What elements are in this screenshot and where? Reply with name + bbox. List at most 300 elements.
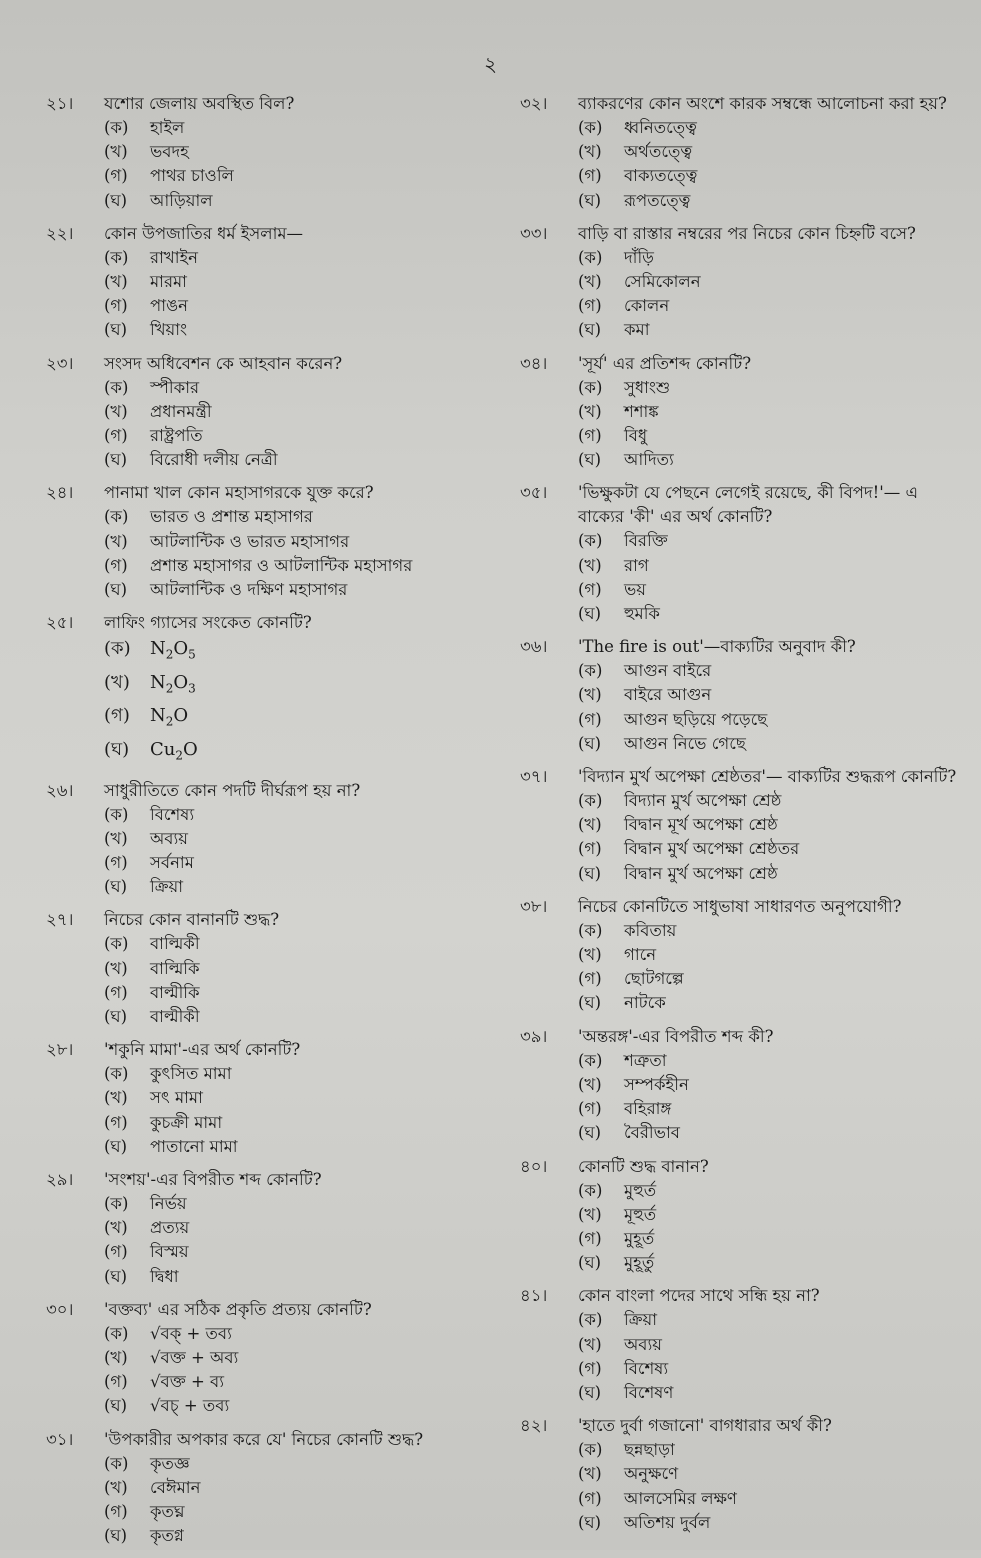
option-label: (খ) — [104, 401, 128, 421]
question-text: 'সূর্য' এর প্রতিশব্দ কোনটি? — [578, 353, 752, 373]
option-item — [578, 400, 960, 424]
options-list — [578, 246, 960, 343]
option-item — [104, 1476, 476, 1500]
question-number: ২৭। — [46, 910, 74, 930]
question-text: লাফিং গ্যাসের সংকেত কোনটি? — [104, 613, 312, 633]
options-list — [578, 1308, 960, 1405]
question-line — [520, 1414, 960, 1438]
question-block — [46, 779, 476, 900]
option-label: (গ) — [578, 1228, 602, 1248]
option-text: নাটকে — [624, 993, 666, 1013]
option-item — [578, 789, 960, 813]
question-text: যশোর জেলায় অবস্থিত বিল? — [104, 94, 295, 113]
option-item — [104, 1086, 476, 1110]
option-text: সৎ মামা — [150, 1088, 203, 1108]
formula-element: N — [150, 638, 166, 660]
option-item — [104, 957, 476, 981]
option-label: (ঘ) — [578, 733, 602, 753]
option-label: (খ) — [578, 815, 602, 835]
question-line — [520, 481, 960, 529]
question-number: ৪২। — [520, 1416, 548, 1436]
options-list — [578, 1438, 960, 1535]
option-text: ক্রিয়া — [624, 1310, 658, 1330]
question-number: ২৪। — [46, 483, 74, 503]
question-text: 'The fire is out'—বাক্যটির অনুবাদ কী? — [578, 637, 856, 657]
option-label: (ক) — [578, 1050, 603, 1070]
option-item — [578, 1381, 960, 1405]
option-item — [104, 189, 476, 213]
option-label: (গ) — [104, 705, 130, 727]
option-text: কমা — [624, 320, 650, 340]
option-text: পাতানো মামা — [150, 1136, 238, 1156]
option-label: (খ) — [104, 1218, 128, 1238]
option-text: √বচ্ + তব্য — [150, 1396, 230, 1416]
option-label: (গ) — [578, 969, 602, 989]
option-text: বিদ্বান মুর্খ অপেক্ষা শ্রেষ্ঠ — [624, 863, 778, 883]
option-item — [578, 1251, 960, 1275]
question-text: পানামা খাল কোন মহাসাগরকে যুক্ত করে? — [104, 483, 374, 503]
option-label: (ক) — [104, 1194, 129, 1214]
options-list — [104, 803, 476, 900]
option-item — [578, 189, 960, 213]
question-text: বাড়ি বা রাস্তার নম্বরের পর নিচের কোন চিহ্নটি বসে? — [578, 223, 916, 243]
option-label: (গ) — [578, 296, 602, 316]
question-text: 'শকুনি মামা'-এর অর্থ কোনটি? — [104, 1040, 301, 1060]
option-text: অব্যয় — [150, 828, 188, 848]
option-label: (গ) — [104, 1372, 128, 1392]
option-text: বিধু — [624, 426, 648, 446]
option-text: বাল্মিকি — [150, 958, 200, 978]
option-label: (ঘ) — [578, 993, 602, 1013]
question-block — [46, 92, 476, 213]
option-label: (গ) — [578, 166, 602, 186]
question-block — [46, 481, 476, 602]
options-list — [578, 116, 960, 213]
option-label: (গ) — [104, 1242, 128, 1262]
question-line — [46, 92, 476, 116]
option-item — [104, 635, 476, 669]
option-item — [104, 1370, 476, 1394]
option-item — [578, 813, 960, 837]
question-line — [520, 92, 960, 116]
option-text: আগুন নিভে গেছে — [624, 733, 746, 753]
option-label: (ঘ) — [104, 877, 128, 897]
question-text: 'হাতে দুর্বা গজানো' বাগধারার অর্থ কী? — [578, 1416, 832, 1436]
question-number: ৩৩। — [520, 223, 548, 243]
option-text: নির্ভয় — [150, 1194, 187, 1214]
formula-subscript: 3 — [188, 681, 196, 696]
option-text: শত্রুতা — [624, 1050, 667, 1070]
option-item — [578, 1308, 960, 1332]
option-label: (খ) — [104, 142, 128, 162]
option-label: (ক) — [578, 1440, 603, 1460]
formula-element: O — [173, 671, 189, 693]
option-text: কবিতায় — [624, 920, 677, 940]
question-text: কোন বাংলা পদের সাথে সন্ধি হয় না? — [578, 1286, 820, 1306]
left-question-column — [46, 92, 476, 1558]
option-label: (ঘ) — [578, 1123, 602, 1143]
option-label: (খ) — [104, 671, 130, 693]
question-text: 'ভিক্ষুকটা যে পেছনে লেগেই রয়েছে, কী বিপদ!'— এ বাক্যের 'কী' এর অর্থ কোনটি? — [578, 483, 919, 527]
options-list — [578, 919, 960, 1016]
options-list — [104, 1322, 476, 1419]
formula-element: N — [150, 671, 166, 693]
options-list — [104, 246, 476, 343]
question-line — [46, 1428, 476, 1452]
option-text: বিদ্বান মূর্খ অপেক্ষা শ্রেষ্ঠ — [624, 815, 778, 835]
option-item — [578, 140, 960, 164]
option-label: (ঘ) — [104, 1136, 128, 1156]
option-label: (খ) — [578, 945, 602, 965]
option-text: আগুন বাইরে — [624, 661, 712, 681]
options-list — [104, 116, 476, 213]
question-text: 'উপকারীর অপকার করে যে' নিচের কোনটি শুদ্ধ? — [104, 1429, 424, 1449]
question-number: ৩৪। — [520, 353, 548, 373]
option-text: √বক্ + তব্য — [150, 1323, 232, 1343]
option-label: (গ) — [578, 1099, 602, 1119]
option-item — [578, 659, 960, 683]
option-label: (গ) — [104, 853, 128, 873]
question-block — [46, 1298, 476, 1419]
option-text: বহিরাঙ্গ — [624, 1099, 672, 1119]
option-item — [104, 246, 476, 270]
option-item — [104, 1005, 476, 1029]
option-item — [104, 424, 476, 448]
question-block — [46, 222, 476, 343]
option-item — [578, 1179, 960, 1203]
option-label: (খ) — [578, 555, 602, 575]
option-item — [104, 140, 476, 164]
option-text: বৈরীভাব — [624, 1123, 680, 1143]
option-label: (ক) — [578, 661, 603, 681]
question-number: ৪১। — [520, 1286, 548, 1306]
option-label: (ঘ) — [578, 320, 602, 340]
question-block — [520, 352, 960, 473]
option-item — [104, 1216, 476, 1240]
option-text: কুচক্রী মামা — [150, 1112, 223, 1132]
option-label: (ঘ) — [578, 1512, 602, 1532]
question-text: নিচের কোনটিতে সাধুভাষা সাধারণত অনুপযোগী? — [578, 896, 902, 916]
option-label: (গ) — [578, 1358, 602, 1378]
option-label: (ক) — [104, 934, 129, 954]
question-number: ২৩। — [46, 353, 74, 373]
option-text: ছন্নছাড়া — [624, 1440, 675, 1460]
option-item — [104, 1524, 476, 1548]
formula-element: O — [173, 638, 189, 660]
option-label: (ক) — [104, 377, 129, 397]
question-block — [46, 1038, 476, 1159]
option-text: খিয়াং — [150, 320, 188, 340]
question-text: 'সংশয়'-এর বিপরীত শব্দ কোনটি? — [104, 1170, 322, 1190]
option-label: (খ) — [578, 1074, 602, 1094]
option-item — [104, 1322, 476, 1346]
option-item — [104, 376, 476, 400]
option-item — [578, 1073, 960, 1097]
option-item — [578, 732, 960, 756]
option-item — [578, 991, 960, 1015]
option-label: (ঘ) — [578, 604, 602, 624]
option-text: ক্রিয়া — [150, 877, 184, 897]
option-label: (ক) — [578, 377, 603, 397]
option-text: মারমা — [150, 272, 187, 292]
option-item — [104, 827, 476, 851]
option-label: (ঘ) — [104, 739, 130, 761]
option-text: বিস্ময় — [150, 1242, 189, 1262]
option-text: দাঁড়ি — [624, 247, 654, 267]
option-text: অর্থতত্ত্বে — [624, 142, 693, 162]
option-label: (ঘ) — [578, 450, 602, 470]
option-label: (ঘ) — [104, 1266, 128, 1286]
option-item — [104, 1346, 476, 1370]
option-item — [578, 1227, 960, 1251]
option-item — [578, 1121, 960, 1145]
option-label: (ঘ) — [104, 1396, 128, 1416]
question-text: 'বক্তব্য' এর সঠিক প্রকৃতি প্রত্যয় কোনটি? — [104, 1299, 372, 1319]
option-text: সর্বনাম — [150, 853, 194, 873]
question-line — [46, 908, 476, 932]
formula-subscript: 2 — [165, 681, 174, 696]
option-text: পাঙন — [150, 296, 188, 316]
option-text: বাল্মীকী — [150, 1007, 200, 1027]
question-number: ৩৬। — [520, 637, 548, 657]
option-label: (ঘ) — [104, 190, 128, 210]
options-list — [578, 659, 960, 756]
option-item — [578, 424, 960, 448]
option-item — [104, 1111, 476, 1135]
option-text: বিরক্তি — [624, 531, 668, 551]
option-item — [104, 1394, 476, 1418]
option-text: আগুন ছড়িয়ে পড়েছে — [624, 709, 768, 729]
option-text: ভারত ও প্রশান্ত মহাসাগর — [150, 507, 313, 527]
option-text: ধ্বনিতত্ত্বে — [624, 118, 697, 137]
question-line — [520, 1284, 960, 1308]
options-list — [578, 1049, 960, 1146]
option-label: (গ) — [104, 426, 128, 446]
option-item — [104, 1240, 476, 1264]
option-label: (খ) — [578, 1464, 602, 1484]
question-line — [46, 222, 476, 246]
option-text: বাইরে আগুন — [624, 685, 712, 705]
option-text: কোলন — [624, 296, 670, 316]
question-line — [520, 765, 960, 789]
option-text: সেমিকোলন — [624, 272, 701, 292]
option-item — [104, 530, 476, 554]
option-label: (ঘ) — [104, 320, 128, 340]
option-label: (গ) — [578, 709, 602, 729]
option-label: (ক) — [104, 1064, 129, 1084]
option-label: (গ) — [578, 579, 602, 599]
option-item — [104, 702, 476, 736]
option-item — [104, 1452, 476, 1476]
option-item — [104, 1192, 476, 1216]
formula-subscript: 2 — [175, 748, 184, 763]
option-item — [578, 683, 960, 707]
question-number: ২২। — [46, 223, 74, 243]
option-item — [104, 578, 476, 602]
option-text: অব্যয় — [624, 1334, 662, 1354]
option-text: আদিত্য — [624, 450, 674, 470]
question-block — [520, 765, 960, 886]
option-text: সম্পর্কহীন — [624, 1074, 689, 1094]
question-number: ২৫। — [46, 613, 74, 633]
option-label: (ক) — [104, 247, 129, 267]
option-item — [578, 1049, 960, 1073]
option-text: আলসেমির লক্ষণ — [624, 1488, 737, 1508]
option-text: মুহুর্ত — [624, 1180, 657, 1200]
option-label: (খ) — [104, 1088, 128, 1108]
option-item — [578, 1357, 960, 1381]
question-text: কোন উপজাতির ধর্ম ইসলাম— — [104, 223, 304, 243]
option-item — [578, 1511, 960, 1535]
option-text: বাক্যতত্ত্বে — [624, 166, 698, 186]
option-label: (ঘ) — [578, 1382, 602, 1402]
question-number: ৩১। — [46, 1429, 74, 1449]
formula-subscript: 2 — [165, 647, 174, 662]
option-item — [578, 376, 960, 400]
question-block — [520, 895, 960, 1016]
option-text: অনুক্ষণে — [624, 1464, 679, 1484]
question-text: কোনটি শুদ্ধ বানান? — [578, 1156, 709, 1176]
option-text: √বক্ত + অব্য — [150, 1348, 239, 1368]
option-item — [578, 1462, 960, 1486]
question-block — [520, 481, 960, 626]
question-line — [46, 611, 476, 635]
option-item — [104, 1500, 476, 1524]
option-text: রাগ — [624, 555, 649, 575]
option-label: (ক) — [104, 1453, 129, 1473]
options-list — [104, 932, 476, 1029]
option-label: (খ) — [104, 958, 128, 978]
option-item — [578, 1438, 960, 1462]
option-text: কুৎসিত মামা — [150, 1064, 232, 1084]
right-question-column — [520, 92, 960, 1544]
option-label: (গ) — [104, 166, 128, 186]
option-item — [104, 400, 476, 424]
option-text: পাথর চাওলি — [150, 166, 234, 186]
question-line — [46, 1038, 476, 1062]
option-text — [150, 669, 476, 703]
option-text — [150, 736, 476, 770]
option-label: (খ) — [578, 142, 602, 162]
question-text: সাধুরীতিতে কোন পদটি দীর্ঘরূপ হয় না? — [104, 780, 361, 800]
formula-element: O — [183, 739, 198, 761]
option-text: স্পীকার — [150, 377, 200, 397]
option-item — [578, 448, 960, 472]
option-label: (গ) — [104, 1112, 128, 1132]
option-item — [578, 246, 960, 270]
option-text: গানে — [624, 945, 657, 965]
option-text: বাল্মীকি — [150, 982, 200, 1002]
option-text: কৃতগ্ন — [150, 1526, 184, 1546]
formula-subscript: 5 — [188, 647, 196, 662]
question-number: ৩২। — [520, 94, 548, 113]
option-item — [104, 669, 476, 703]
formula-element: O — [173, 705, 189, 727]
option-item — [578, 270, 960, 294]
option-text: রূপতত্ত্বে — [624, 190, 691, 210]
option-label: (ঘ) — [104, 1526, 128, 1546]
option-label: (ক) — [578, 791, 603, 811]
question-block — [46, 352, 476, 473]
option-item — [578, 1203, 960, 1227]
option-text: আটলান্টিক ও দক্ষিণ মহাসাগর — [150, 580, 348, 600]
option-text: শশাঙ্ক — [624, 401, 659, 421]
option-label: (ক) — [578, 1180, 603, 1200]
option-label: (খ) — [578, 401, 602, 421]
option-text: রাখাইন — [150, 247, 198, 267]
option-item — [104, 1135, 476, 1159]
option-label: (ক) — [578, 920, 603, 940]
options-list — [104, 505, 476, 602]
options-list — [104, 376, 476, 473]
option-label: (ক) — [104, 507, 129, 527]
option-item — [578, 708, 960, 732]
option-item — [104, 116, 476, 140]
question-block — [520, 1025, 960, 1146]
question-line — [520, 895, 960, 919]
option-label: (ঘ) — [578, 863, 602, 883]
option-text: ভবদহ — [150, 142, 189, 162]
option-item — [104, 1062, 476, 1086]
option-label: (খ) — [578, 1334, 602, 1354]
option-text — [150, 635, 476, 669]
options-list — [104, 1062, 476, 1159]
question-number: ৩৯। — [520, 1026, 548, 1046]
option-text: প্রশান্ত মহাসাগর ও আটলান্টিক মহাসাগর — [150, 555, 413, 575]
option-label: (গ) — [578, 426, 602, 446]
option-item — [578, 967, 960, 991]
option-item — [578, 1097, 960, 1121]
option-label: (খ) — [104, 272, 128, 292]
option-text: মুহূর্ত — [624, 1228, 655, 1248]
option-label: (ঘ) — [104, 450, 128, 470]
option-text: বিরোধী দলীয় নেত্রী — [150, 450, 278, 470]
question-block — [46, 908, 476, 1029]
option-label: (খ) — [578, 272, 602, 292]
question-line — [520, 352, 960, 376]
option-item — [578, 862, 960, 886]
question-number: ২১। — [46, 94, 74, 113]
option-text: প্রধানমন্ত্রী — [150, 401, 212, 421]
option-item — [578, 943, 960, 967]
option-item — [104, 803, 476, 827]
question-number: ৩০। — [46, 1299, 74, 1319]
option-item — [104, 318, 476, 342]
option-item — [104, 736, 476, 770]
option-text: আড়িয়াল — [150, 190, 213, 210]
option-label: (ঘ) — [104, 580, 128, 600]
option-label: (গ) — [104, 555, 128, 575]
question-line — [520, 222, 960, 246]
option-label: (ক) — [578, 118, 603, 137]
option-text: সুধাংশু — [624, 377, 671, 397]
question-number: ৪০। — [520, 1156, 548, 1176]
option-item — [578, 318, 960, 342]
option-label: (গ) — [578, 1488, 602, 1508]
option-item — [104, 851, 476, 875]
option-item — [578, 578, 960, 602]
option-text: প্রত্যয় — [150, 1218, 190, 1238]
formula-subscript: 2 — [165, 715, 174, 730]
option-label: (গ) — [578, 839, 602, 859]
options-list — [578, 529, 960, 626]
option-item — [104, 875, 476, 899]
option-label: (ক) — [104, 804, 129, 824]
option-text: বাল্মিকী — [150, 934, 200, 954]
option-item — [578, 294, 960, 318]
option-item — [104, 554, 476, 578]
options-list — [104, 635, 476, 769]
